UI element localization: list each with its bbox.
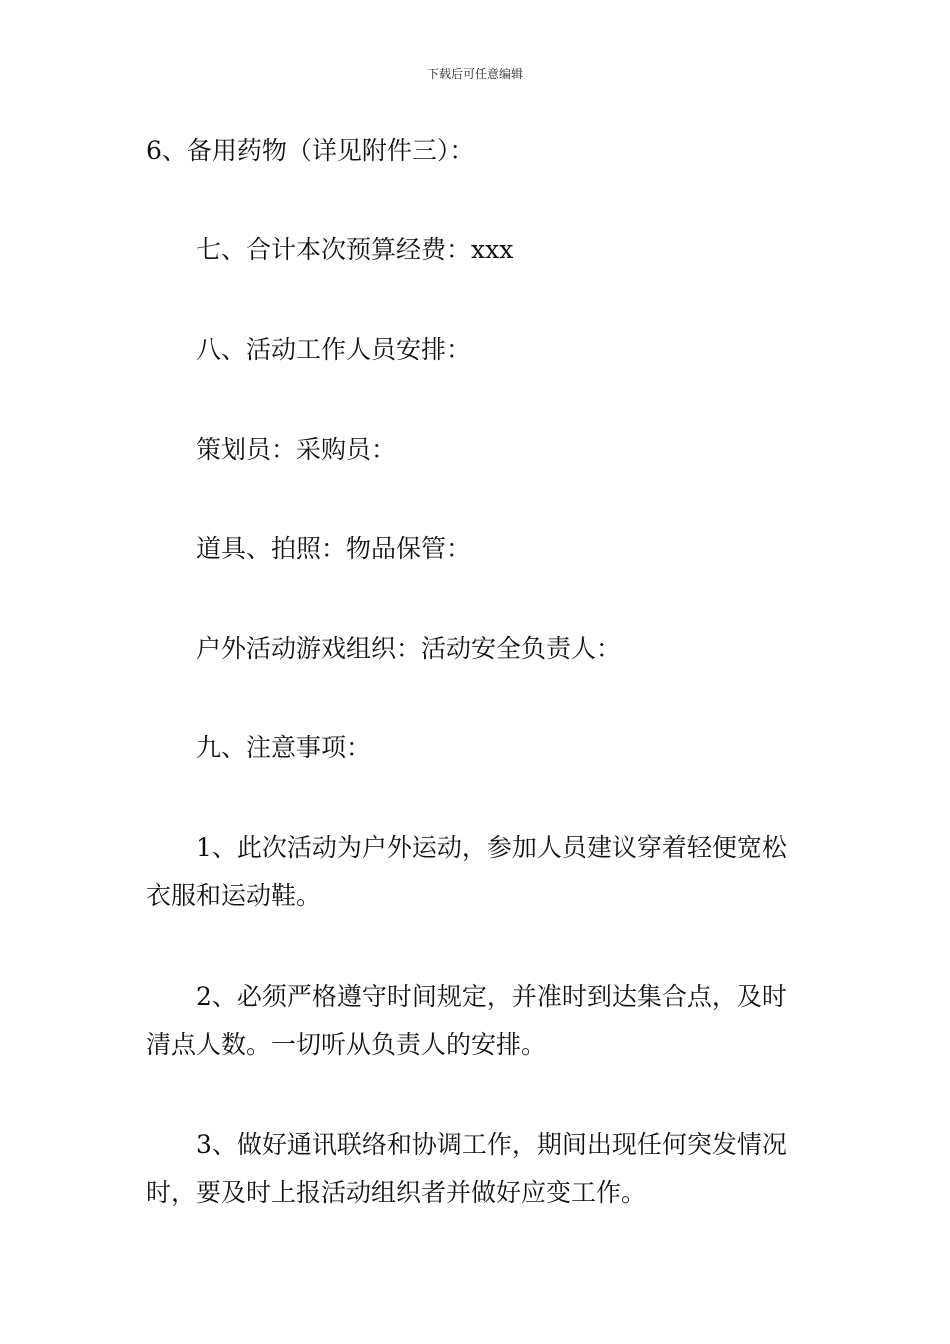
note-item-3 bbox=[146, 1121, 811, 1217]
page-header: 下载后可任意编辑 bbox=[426, 67, 523, 81]
paragraph-planner-purchaser: 策划员：采购员： bbox=[196, 435, 397, 464]
note-item-3-line-1: 3、做好通讯联络和协调工作，期间出现任何突发情况 bbox=[196, 1130, 787, 1159]
paragraph-props-photos: 道具、拍照：物品保管： bbox=[196, 534, 472, 563]
note-item-2 bbox=[146, 973, 811, 1069]
paragraph-games-safety: 户外活动游戏组织：活动安全负责人： bbox=[196, 634, 622, 663]
note-item-2-line-1: 2、必须严格遵守时间规定，并准时到达集合点，及时 bbox=[196, 982, 787, 1011]
note-item-1 bbox=[146, 824, 811, 920]
paragraph-staff-heading: 八、活动工作人员安排： bbox=[196, 335, 472, 364]
paragraph-budget: 七、合计本次预算经费：xxx bbox=[196, 235, 514, 264]
note-item-3-line-2: 时，要及时上报活动组织者并做好应变工作。 bbox=[146, 1178, 647, 1207]
paragraph-medicine: 6、备用药物（详见附件三）： bbox=[146, 136, 475, 165]
note-item-1-line-1: 1、此次活动为户外运动，参加人员建议穿着轻便宽松 bbox=[196, 833, 787, 862]
paragraph-notes-heading: 九、注意事项： bbox=[196, 733, 372, 762]
note-item-2-line-2: 清点人数。一切听从负责人的安排。 bbox=[146, 1030, 547, 1059]
note-item-1-line-2: 衣服和运动鞋。 bbox=[146, 881, 322, 910]
